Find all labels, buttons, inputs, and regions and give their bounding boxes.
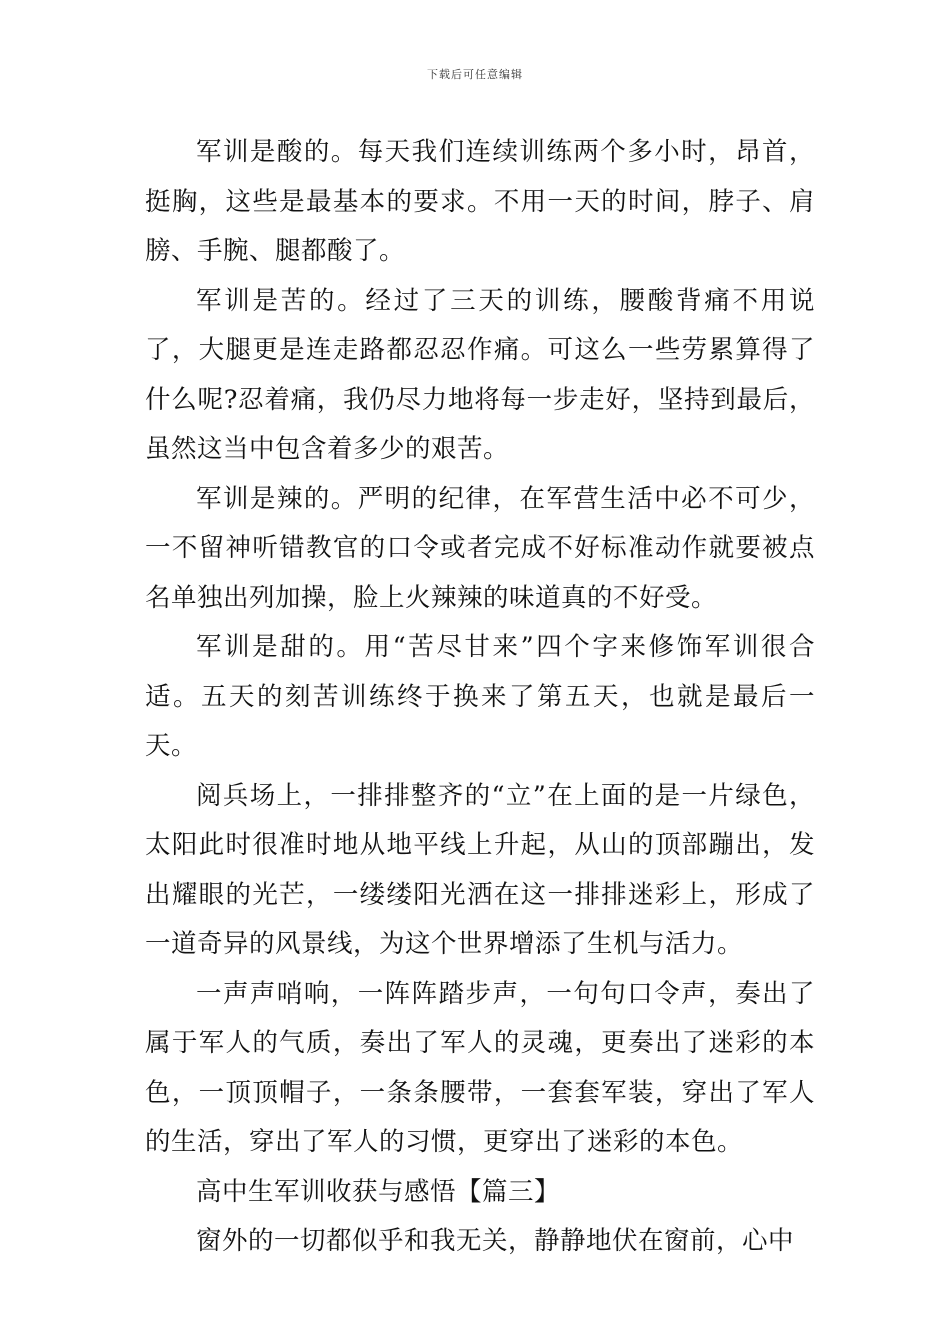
paragraph-window: 窗外的一切都似乎和我无关，静静地伏在窗前，心中 <box>196 1226 795 1256</box>
document-body <box>145 128 815 1267</box>
paragraph-sweet: 军训是甜的。用“苦尽甘来”四个字来修饰军训很合适。五天的刻苦训练终于换来了第五天，也就是最后一天。 <box>145 632 815 761</box>
paragraph-sour: 军训是酸的。每天我们连续训练两个多小时，昂首，挺胸，这些是最基本的要求。不用一天的时间，脖子、肩膀、手腕、腿都酸了。 <box>145 137 815 266</box>
page-header: 下载后可任意编辑 <box>427 68 523 81</box>
paragraph-whistles: 一声声哨响，一阵阵踏步声，一句句口令声，奏出了属于军人的气质，奏出了军人的灵魂，更奏出了迷彩的本色，一顶顶帽子，一条条腰带，一套套军装，穿出了军人的生活，穿出了军人的习惯，更穿出了迷彩的本色。 <box>145 978 815 1157</box>
paragraph-spicy: 军训是辣的。严明的纪律，在军营生活中必不可少，一不留神听错教官的口令或者完成不好标准动作就要被点名单独出列加操，脸上火辣辣的味道真的不好受。 <box>145 483 815 613</box>
section-heading: 高中生军训收获与感悟【篇三】 <box>196 1176 561 1207</box>
paragraph-parade-ground: 阅兵场上，一排排整齐的“立”在上面的是一片绿色，太阳此时很准时地从地平线上升起，从山的顶部蹦出，发出耀眼的光芒，一缕缕阳光洒在这一排排迷彩上，形成了一道奇异的风景线，为这个世界增添了生机与活力。 <box>145 780 815 959</box>
paragraph-bitter: 军训是苦的。经过了三天的训练，腰酸背痛不用说了，大腿更是连走路都忍忍作痛。可这么一些劳累算得了什么呢?忍着痛，我仍尽力地将每一步走好，坚持到最后，虽然这当中包含着多少的艰苦。 <box>145 285 815 464</box>
